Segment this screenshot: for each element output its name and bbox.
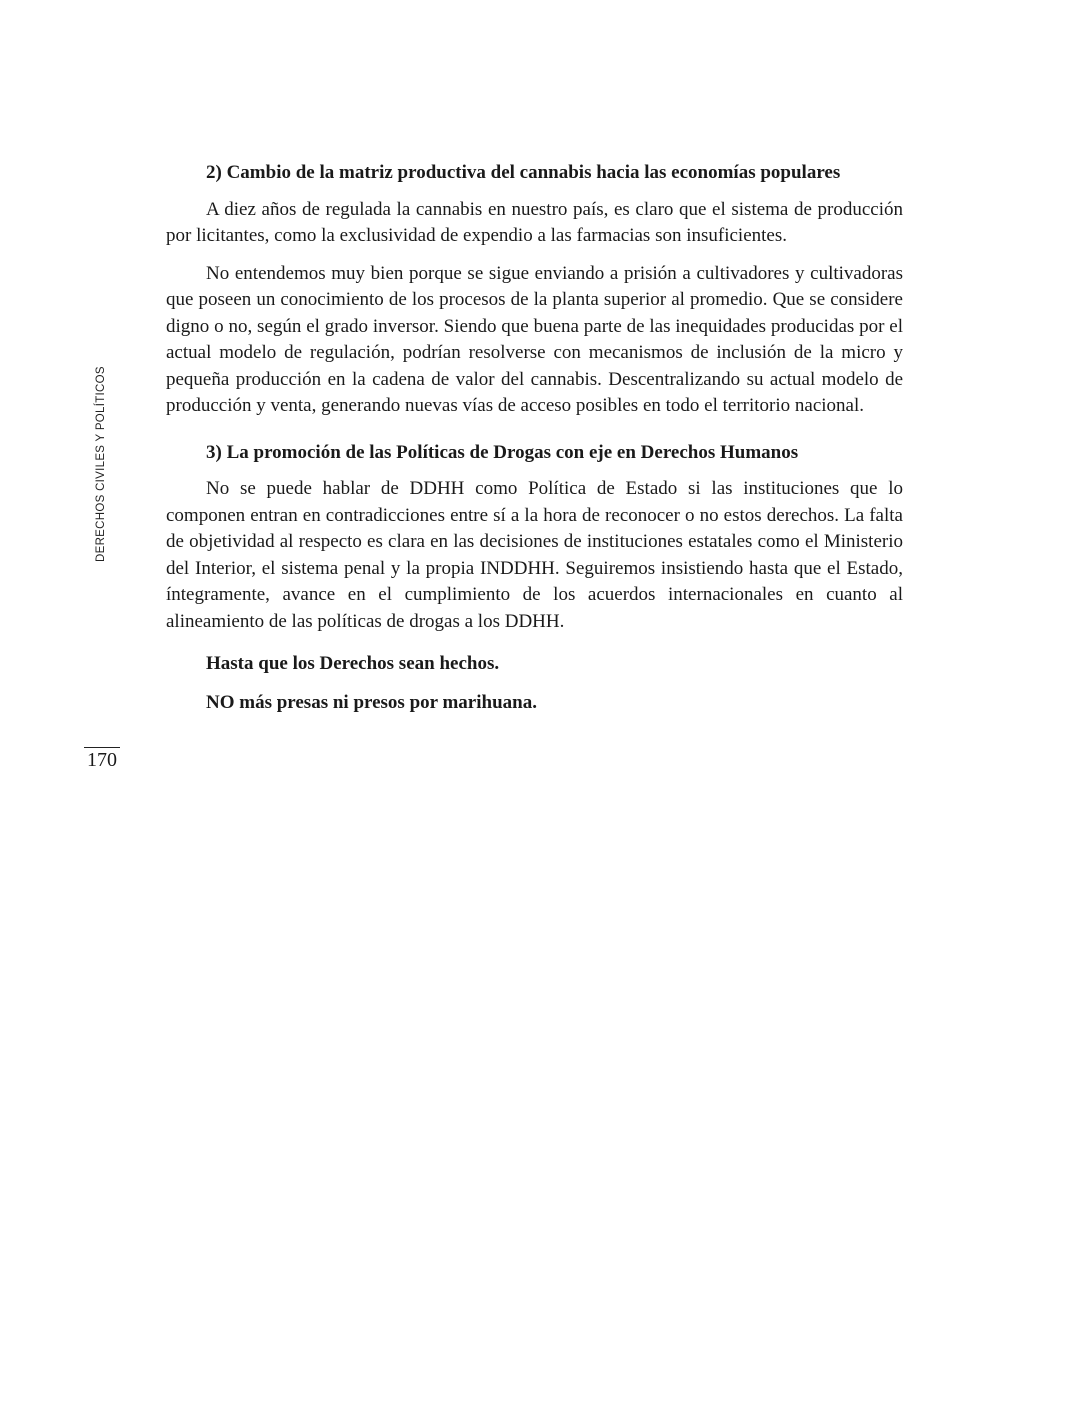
closing-line-2: NO más presas ni presos por marihuana. bbox=[206, 691, 537, 713]
page-number-rule bbox=[84, 747, 120, 748]
section-3-paragraph-1: No se puede hablar de DDHH como Política de Estado si las instituciones que lo componen entran en contradicciones entre sí a la hora de reconocer o no estos derechos. La falta de objetividad al respecto es clara en las decisiones de instituciones estatales como el Ministerio del Interior, el sistema penal y la propia INDDHH. Seguiremos insistiendo hasta que el Estado, íntegramente, avance en el cumplimiento de los acuerdos internacionales en cuanto al alineamiento de las políticas de drogas a los DDHH. bbox=[166, 478, 903, 632]
section-2-paragraph-1: A diez años de regulada la cannabis en nuestro país, es claro que el sistema de producción por licitantes, como la exclusividad de expendio a las farmacias son insuficientes. bbox=[166, 198, 903, 246]
page-number: 170 bbox=[87, 749, 117, 771]
body-text bbox=[166, 160, 903, 716]
running-side-label: DERECHOS CIVILES Y POLÍTICOS bbox=[95, 366, 107, 562]
section-2-paragraph-2: No entendemos muy bien porque se sigue enviando a prisión a cultivadores y cultivadoras que poseen un conocimiento de los procesos de la planta superior al promedio. Que se considere digno o no, según el grado inversor. Siendo que buena parte de las inequidades producidas por el actual modelo de regulación, podrían resolverse con mecanismos de inclusión de la micro y pequeña producción en la cadena de valor del cannabis. Descentralizando su actual modelo de producción y venta, generando nuevas vías de acceso posibles en todo el territorio nacional. bbox=[166, 262, 903, 416]
section-2-heading: 2) Cambio de la matriz productiva del cannabis hacia las economías populares bbox=[206, 162, 841, 183]
section-3-heading: 3) La promoción de las Políticas de Drogas con eje en Derechos Humanos bbox=[206, 441, 799, 463]
closing-line-1: Hasta que los Derechos sean hechos. bbox=[206, 653, 500, 674]
